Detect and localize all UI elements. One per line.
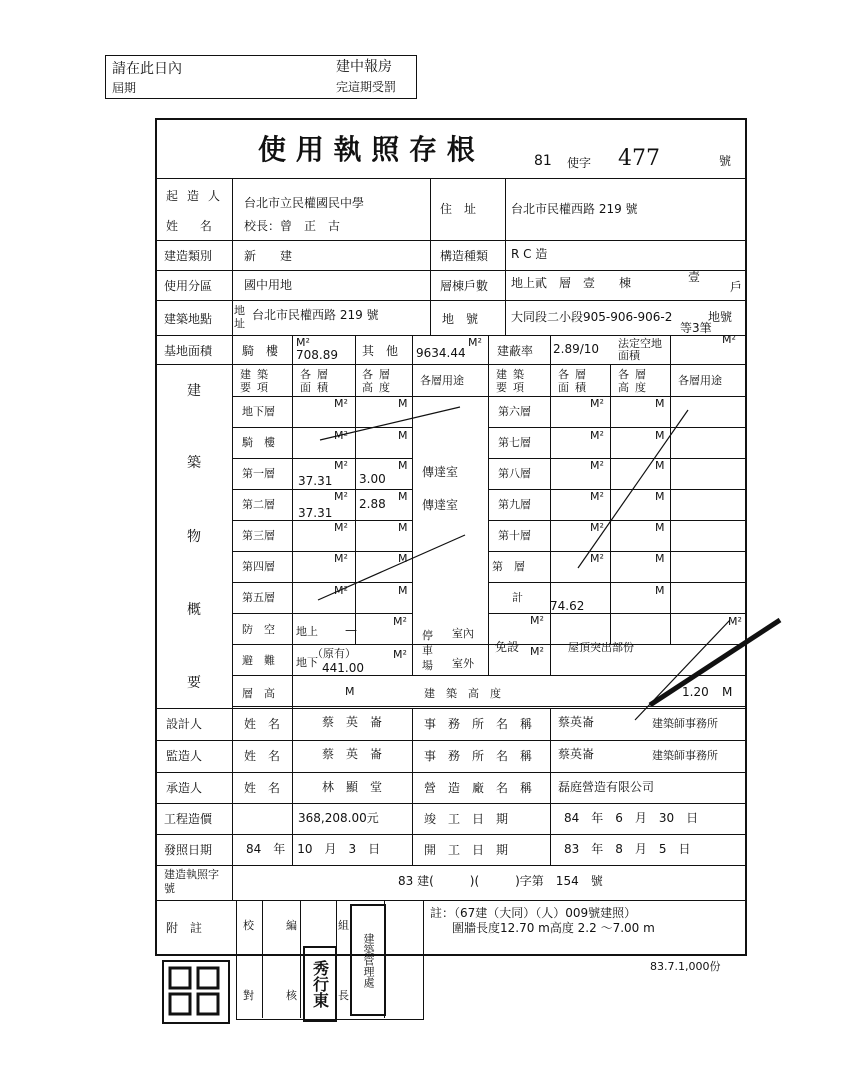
permit-word: 使字 — [567, 156, 592, 170]
completion-label: 竣 工 日 期 — [424, 812, 509, 826]
u-h4: M — [398, 521, 408, 534]
permit-year: 81 — [534, 153, 552, 169]
footer-print-info: 83.7.1,000份 — [650, 960, 721, 973]
shelter-below: 地下 — [296, 656, 318, 669]
zone-label: 使用分區 — [164, 279, 213, 293]
permit-number: 477 — [618, 146, 660, 171]
builder-label: 起造人 — [166, 189, 230, 203]
floor-left-6: 第五層 — [242, 591, 275, 604]
start-date: 83 年 8 月 5 日 — [564, 842, 691, 856]
stamp-line1-end: 建中報房 — [336, 59, 392, 75]
ru-h6: M — [655, 584, 665, 597]
supervisor-office-label: 事 務 所 名 稱 — [424, 749, 533, 763]
floor2-height: 2.88 — [359, 497, 386, 511]
u-a6: M² — [334, 584, 348, 597]
build-type-value: 新 建 — [244, 249, 293, 263]
units-suffix: 戶 — [730, 280, 743, 294]
u-h2: M — [398, 459, 408, 472]
site-label: 建築地點 — [164, 312, 213, 326]
designer-office: 蔡英崙 — [558, 715, 595, 729]
lot-count: 等3筆 — [680, 321, 712, 335]
ru-a3: M² — [590, 490, 604, 503]
shelter-unit-2: M² — [393, 648, 407, 661]
stamp-line1: 請在此日內 — [112, 61, 182, 77]
sign-group: 組 — [338, 919, 349, 932]
ru-a6: M² — [530, 614, 544, 627]
floor-left-3: 第二層 — [242, 498, 275, 511]
floor1-height: 3.00 — [359, 472, 386, 486]
u-h1: M — [398, 429, 408, 442]
hdr-area-right: 各層面積 — [558, 368, 592, 394]
contractor-label: 承造人 — [166, 781, 203, 795]
contractor-name-label: 姓 名 — [244, 781, 281, 795]
ru-a5: M² — [590, 552, 604, 565]
shelter-above-value: — — [345, 623, 357, 637]
contractor-company-label: 營 造 廠 名 稱 — [424, 781, 533, 795]
site-sub-label: 地址 — [234, 304, 245, 330]
parking-label: 停車場 — [422, 629, 433, 672]
floor2-use: 傳達室 — [422, 498, 459, 512]
total-label: 計 — [512, 591, 523, 604]
side-label-5: 要 — [187, 675, 201, 691]
personal-seal-text: 秀行東 — [310, 960, 330, 1008]
site-area-label: 基地面積 — [164, 344, 213, 358]
u-a1: M² — [334, 429, 348, 442]
floor-right-5: 第 層 — [492, 560, 525, 573]
building-height-value: 1.20 — [682, 685, 709, 699]
floor-right-1: 第七層 — [498, 436, 531, 449]
hdr-height-right: 各層高度 — [618, 368, 652, 394]
parking-indoor: 室內 — [452, 627, 474, 640]
sign-edit: 編 — [286, 919, 297, 932]
shelter-label-2: 避 難 — [242, 654, 275, 667]
open-space-unit: M² — [722, 333, 736, 346]
structure-value: R C 造 — [511, 247, 548, 261]
builder-principal: 校長：曾 正 古 — [244, 219, 341, 233]
shelter-unit-1: M² — [393, 615, 407, 628]
floor-right-2: 第八層 — [498, 467, 531, 480]
floor-height-label: 層 高 — [242, 687, 275, 700]
sign-check: 校 — [243, 919, 254, 932]
u-h6: M — [398, 584, 408, 597]
building-height-label: 建 築 高 度 — [424, 687, 501, 700]
floor1-area: 37.31 — [298, 474, 333, 488]
floor-left-1: 騎 樓 — [242, 436, 275, 449]
start-date-label: 開 工 日 期 — [424, 843, 509, 857]
parking-unit: M² — [530, 645, 544, 658]
shelter-below-note: （原有） — [312, 647, 356, 660]
other-value: 9634.44 — [416, 346, 466, 360]
ru-h1: M — [655, 429, 665, 442]
total-value: 74.62 — [550, 599, 585, 613]
hdr-height-left: 各層高度 — [362, 368, 396, 394]
builder-name-label: 姓 名 — [166, 219, 221, 233]
parking-exempt: 免設 — [495, 640, 520, 654]
hdr-item-left: 建築要項 — [240, 368, 274, 394]
zone-value: 國中用地 — [244, 278, 293, 292]
u-h5: M — [398, 552, 408, 565]
u-a4: M² — [334, 521, 348, 534]
shelter-below-value: 441.00 — [322, 661, 364, 675]
builder-name: 台北市立民權國民中學 — [244, 196, 365, 210]
designer-name: 蔡 英 崙 — [322, 715, 383, 729]
arcade-label: 騎 樓 — [242, 344, 279, 358]
sign-chief: 長 — [338, 989, 349, 1002]
floor-right-0: 第六層 — [498, 405, 531, 418]
hdr-use-right: 各層用途 — [678, 374, 722, 387]
parking-outdoor: 室外 — [452, 657, 474, 670]
supervisor-office: 蔡英崙 — [558, 747, 595, 761]
shelter-above: 地上 — [296, 625, 318, 638]
floor-right-3: 第九層 — [498, 498, 531, 511]
floor2-area: 37.31 — [298, 506, 333, 520]
supervisor-name-label: 姓 名 — [244, 749, 281, 763]
other-unit: M² — [468, 336, 482, 349]
designer-office-suffix: 建築師事務所 — [652, 717, 718, 730]
open-space-label: 法定空地面積 — [618, 337, 662, 362]
u-a2: M² — [334, 459, 348, 472]
address-value: 台北市民權西路 219 號 — [511, 202, 638, 216]
side-label-3: 物 — [187, 529, 201, 545]
side-label-2: 築 — [187, 455, 201, 471]
floors-value: 地上貳 層 壹 棟 — [511, 276, 632, 290]
side-label-1: 建 — [187, 383, 201, 399]
coverage-label: 建蔽率 — [497, 344, 534, 358]
shelter-label-1: 防 空 — [242, 623, 275, 636]
build-permit-label: 建造執照字號 — [164, 868, 219, 895]
office-seal-text: 建築管理處 — [362, 932, 375, 988]
floor-left-0: 地下層 — [242, 405, 275, 418]
roof-unit: M² — [728, 615, 742, 628]
lot-label: 地 號 — [442, 312, 479, 326]
build-permit-value: 83 建( )( )字第 154 號 — [398, 874, 603, 888]
floor-right-4: 第十層 — [498, 529, 531, 542]
arcade-value: 708.89 — [296, 348, 338, 362]
roof-label: 屋頂突出部份 — [568, 641, 634, 654]
ru-h2: M — [655, 459, 665, 472]
sign-pass: 核 — [286, 989, 297, 1002]
hdr-area-left: 各層面積 — [300, 368, 334, 394]
units-value: 壹 — [688, 270, 701, 284]
hdr-use-left: 各層用途 — [420, 374, 464, 387]
ru-h4: M — [655, 521, 665, 534]
issue-date: 84 年 10 月 3 日 — [246, 842, 381, 856]
u-h3: M — [398, 490, 408, 503]
issue-date-label: 發照日期 — [164, 843, 213, 857]
floor-left-4: 第三層 — [242, 529, 275, 542]
lot-suffix: 地號 — [708, 310, 733, 324]
area-unit: M² — [296, 336, 310, 349]
ru-a1: M² — [590, 429, 604, 442]
floor-left-5: 第四層 — [242, 560, 275, 573]
ru-h0: M — [655, 397, 665, 410]
supervisor-office-suffix: 建築師事務所 — [652, 749, 718, 762]
u-a0: M² — [334, 397, 348, 410]
side-label-4: 概 — [187, 602, 201, 618]
structure-label: 構造種類 — [440, 249, 489, 263]
hdr-item-right: 建築要項 — [496, 368, 530, 394]
ru-a4: M² — [590, 521, 604, 534]
supervisor-label: 監造人 — [166, 749, 203, 763]
cost-value: 368,208.00元 — [298, 811, 379, 825]
ru-a0: M² — [590, 397, 604, 410]
u-a5: M² — [334, 552, 348, 565]
completion-date: 84 年 6 月 30 日 — [564, 811, 699, 825]
contractor-company: 磊庭營造有限公司 — [558, 780, 655, 794]
lot-value: 大同段二小段905-906-906-2 — [511, 310, 673, 324]
address-label: 住 址 — [440, 202, 477, 216]
ru-h5: M — [655, 552, 665, 565]
other-label: 其 他 — [362, 344, 399, 358]
stamp-line2-end: 完這期受罰 — [336, 80, 397, 94]
ru-a2: M² — [590, 459, 604, 472]
u-h0: M — [398, 397, 408, 410]
floors-label: 層棟戶數 — [440, 279, 489, 293]
permit-suffix: 號 — [719, 154, 732, 168]
stamp-line2: 屆期 — [112, 81, 137, 95]
floor-left-2: 第一層 — [242, 467, 275, 480]
u-a3: M² — [334, 490, 348, 503]
designer-name-label: 姓 名 — [244, 717, 281, 731]
site-value: 台北市民權西路 219 號 — [252, 308, 379, 322]
ru-h3: M — [655, 490, 665, 503]
floor1-use: 傳達室 — [422, 465, 459, 479]
cost-label: 工程造價 — [164, 812, 213, 826]
building-height-unit: M — [722, 685, 733, 699]
build-type-label: 建造類別 — [164, 249, 213, 263]
contractor-name: 林 顯 堂 — [322, 780, 383, 794]
designer-label: 設計人 — [166, 717, 203, 731]
notes-label: 附 註 — [166, 921, 203, 935]
designer-office-label: 事 務 所 名 稱 — [424, 717, 533, 731]
supervisor-name: 蔡 英 崙 — [322, 747, 383, 761]
sign-opposite: 對 — [243, 989, 254, 1002]
page-title: 使 用 執 照 存 根 — [258, 133, 475, 166]
floor-height-unit: M — [345, 685, 355, 698]
notes-text-2: 圍牆長度12.70 m高度 2.2 ～7.00 m — [452, 921, 655, 935]
coverage-value: 2.89/10 — [553, 342, 600, 356]
notes-text-1: 註：（67建（大同）（人）009號建照） — [430, 906, 637, 920]
